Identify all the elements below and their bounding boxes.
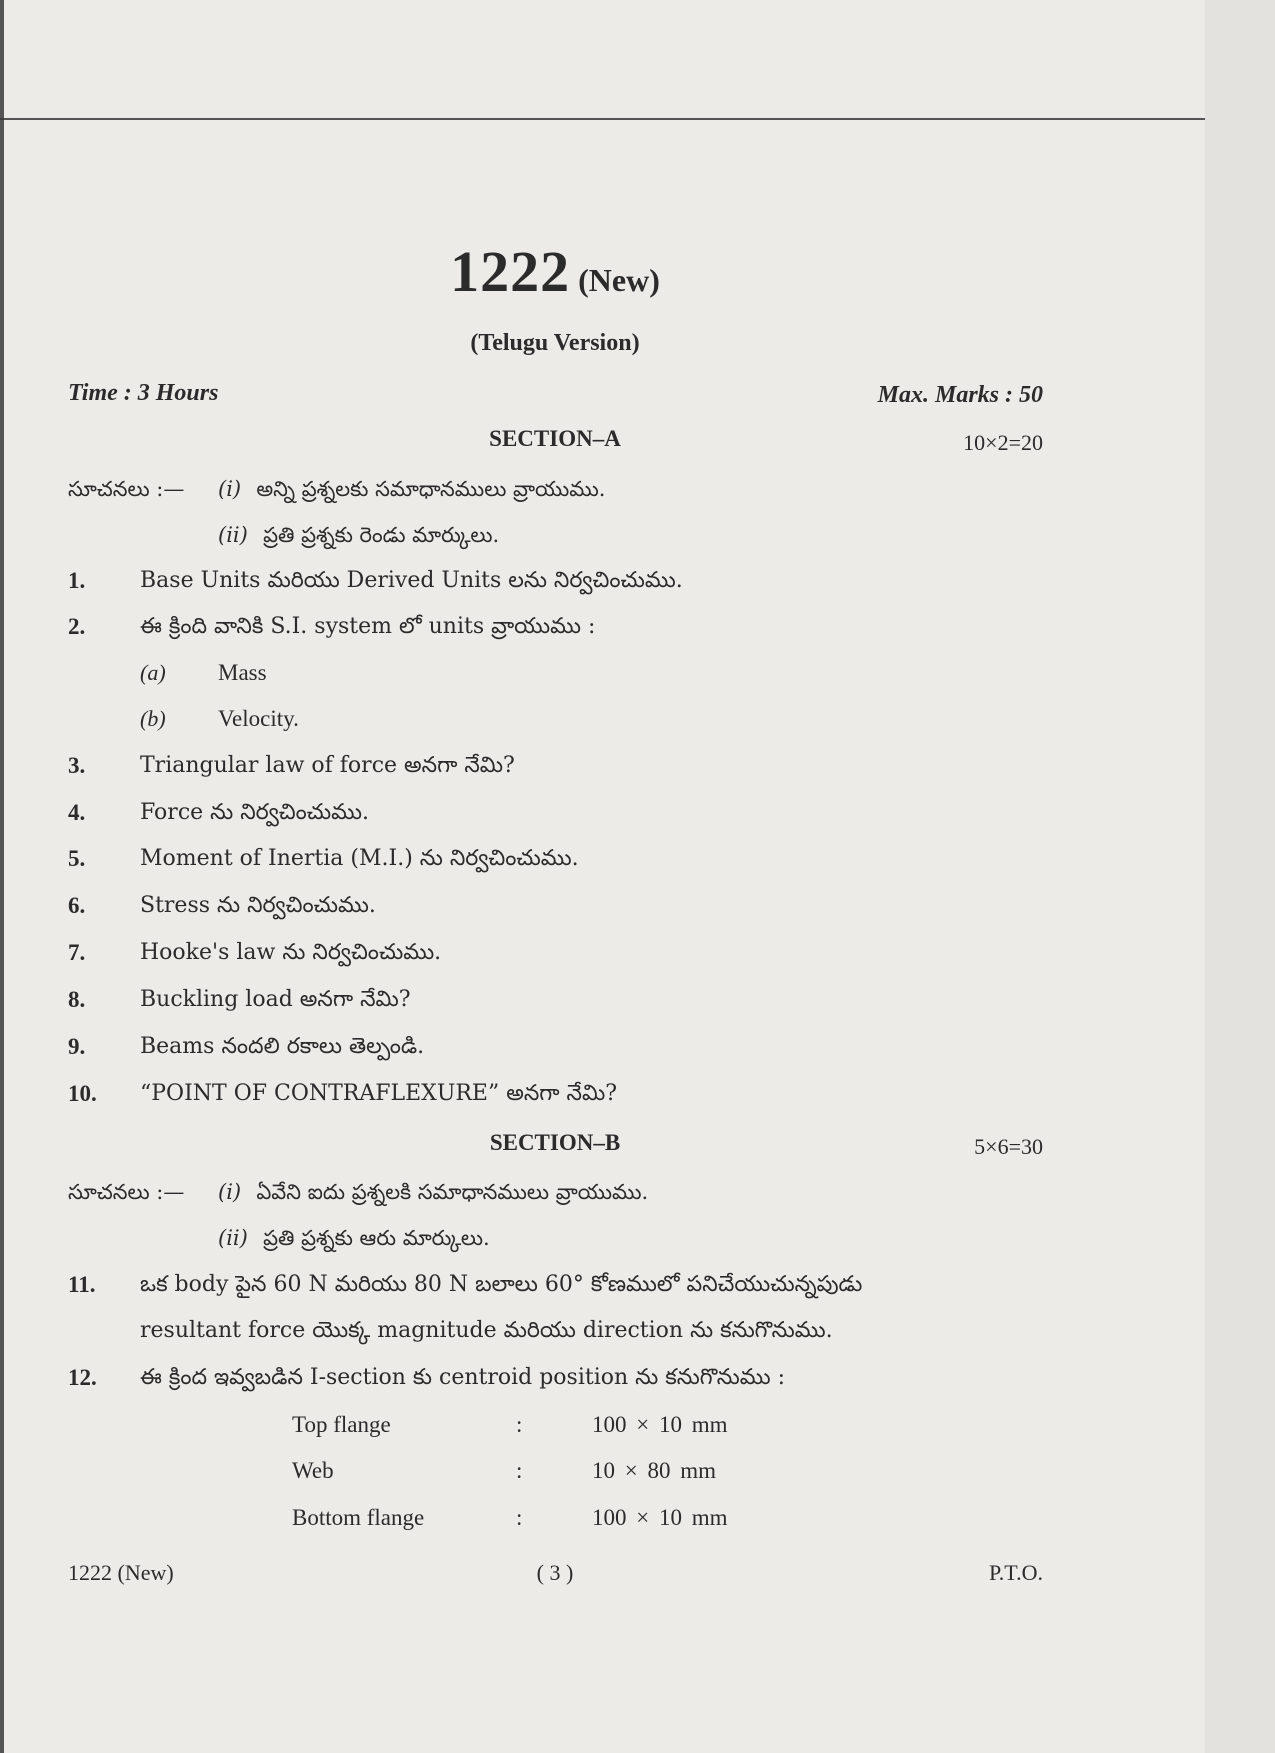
section-b-title: SECTION–B (489, 1130, 621, 1155)
dimension-value: 100 × 10 mm (592, 1505, 728, 1530)
instruction-number: (ii) (218, 1226, 248, 1250)
question-text: Moment of Inertia (M.I.) ను నిర్వచించుము. (140, 846, 579, 871)
section-b-instructions-label: సూచనలు :— (68, 1180, 185, 1204)
question-number: 11. (68, 1272, 96, 1297)
question-text: Force ను నిర్వచించుము. (140, 800, 369, 825)
question-text: Hooke's law ను నిర్వచించుము. (140, 940, 442, 965)
question-number: 10. (68, 1081, 97, 1106)
subpart-label: (a) (140, 660, 166, 685)
question-text: ఒక body పైన 60 N మరియు 80 N బలాలు 60° కోణములో పనిచేయుచున్నపుడు (140, 1272, 863, 1297)
dimension-colon: : (516, 1505, 523, 1530)
page-number: ( 3 ) (536, 1560, 574, 1585)
question-number: 4. (68, 800, 86, 825)
question-number: 1. (68, 568, 86, 593)
footer-paper-code: 1222 (New) (68, 1560, 174, 1585)
question-text: Stress ను నిర్వచించుము. (140, 893, 376, 918)
please-turn-over: P.T.O. (989, 1560, 1043, 1585)
section-b-instruction (218, 1226, 490, 1256)
question-text: Beams నందలి రకాలు తెల్పండి. (140, 1034, 425, 1059)
subpart-text: Velocity. (218, 706, 299, 731)
section-a-instruction (218, 477, 605, 507)
question-number: 6. (68, 893, 86, 918)
question-number: 5. (68, 846, 86, 871)
question-number: 9. (68, 1034, 86, 1059)
section-a-instruction (218, 523, 499, 553)
section-b-instruction (218, 1180, 648, 1210)
dimension-value: 10 × 80 mm (592, 1458, 717, 1483)
paper-version: (Telugu Version) (470, 330, 640, 356)
instruction-number: (i) (218, 1180, 242, 1204)
paper-code (0, 238, 1110, 305)
question-text: ఈ క్రింది వానికి S.I. system లో units వ్రాయుము : (140, 614, 596, 639)
subpart-text: Mass (218, 660, 267, 685)
paper-code-suffix: (New) (578, 262, 660, 298)
question-text: Triangular law of force అనగా నేమి? (140, 753, 515, 778)
instruction-text: అన్ని ప్రశ్నలకు సమాధానములు వ్రాయుము. (256, 477, 606, 501)
section-a-marks: 10×2=20 (963, 430, 1043, 455)
instruction-number: (ii) (218, 523, 248, 547)
subpart-label: (b) (140, 706, 166, 731)
max-marks: Max. Marks : 50 (877, 382, 1043, 408)
instruction-text: ప్రతి ప్రశ్నకు రెండు మార్కులు. (263, 523, 500, 547)
paper-code-number: 1222 (450, 239, 571, 304)
dimension-name: Web (292, 1458, 334, 1483)
section-b-marks: 5×6=30 (974, 1134, 1043, 1159)
instruction-number: (i) (218, 477, 242, 501)
question-number: 8. (68, 987, 86, 1012)
dimension-colon: : (516, 1412, 523, 1437)
question-text-continued: resultant force యొక్క magnitude మరియు direction ను కనుగొనుము. (140, 1318, 833, 1343)
instruction-text: ప్రతి ప్రశ్నకు ఆరు మార్కులు. (263, 1226, 490, 1250)
dimension-value: 100 × 10 mm (592, 1412, 728, 1437)
time-allowed: Time : 3 Hours (68, 380, 219, 406)
question-text: “POINT OF CONTRAFLEXURE” అనగా నేమి? (140, 1081, 618, 1106)
dimension-name: Top flange (292, 1412, 391, 1437)
question-number: 7. (68, 940, 86, 965)
dimension-colon: : (516, 1458, 523, 1483)
question-text: ఈ క్రింద ఇవ్వబడిన I-section కు centroid position ను కనుగొనుము : (140, 1365, 786, 1390)
question-number: 3. (68, 753, 86, 778)
instruction-text: ఏవేని ఐదు ప్రశ్నలకి సమాధానములు వ్రాయుము. (256, 1180, 649, 1204)
question-text: Base Units మరియు Derived Units లను నిర్వచించుము. (140, 568, 683, 593)
question-number: 12. (68, 1365, 97, 1390)
dimension-name: Bottom flange (292, 1505, 425, 1530)
question-number: 2. (68, 614, 86, 639)
section-a-title: SECTION–A (489, 426, 621, 451)
question-text: Buckling load అనగా నేమి? (140, 987, 411, 1012)
section-a-instructions-label: సూచనలు :— (68, 477, 185, 501)
